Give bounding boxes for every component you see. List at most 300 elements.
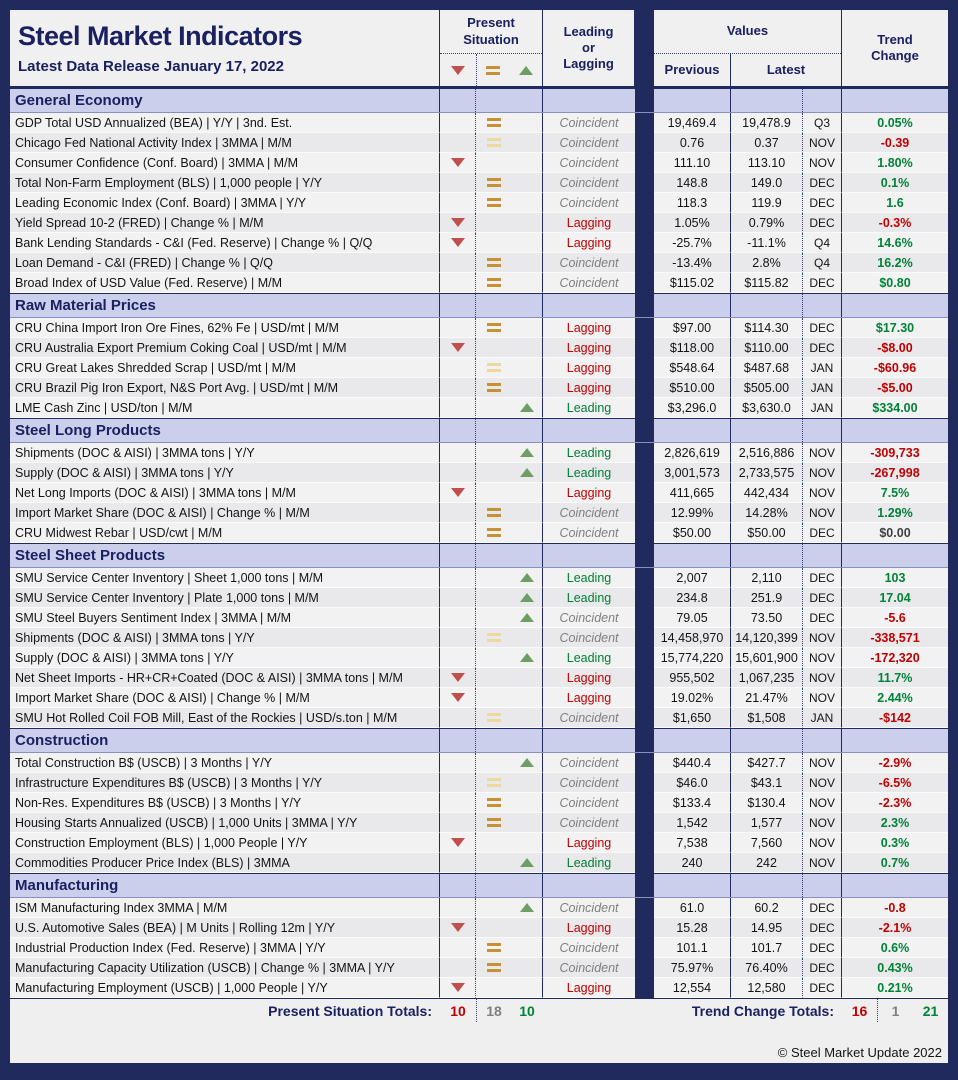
- trend-change-cell: [842, 753, 948, 773]
- previous-value-cell: [654, 648, 731, 668]
- trend-change-value: -0.3%: [878, 215, 912, 230]
- equals-icon: [487, 798, 501, 807]
- section-cell: [842, 419, 948, 442]
- period-label: NOV: [808, 155, 835, 170]
- latest-value-cell: [731, 753, 803, 773]
- situation-up-cell: [511, 523, 543, 543]
- latest-value-cell: [731, 668, 803, 688]
- previous-value: $548.64: [669, 360, 715, 375]
- latest-value: 149.0: [750, 175, 783, 190]
- previous-value-cell: [654, 958, 731, 978]
- trend-change-value: -$60.96: [873, 360, 917, 375]
- previous-value: $3,296.0: [667, 400, 717, 415]
- indicator-cell: [10, 253, 440, 273]
- trend-change-value: 103: [884, 570, 906, 585]
- situation-down-cell: [440, 668, 476, 688]
- section-cell: [654, 729, 731, 752]
- period-label: Q3: [813, 115, 830, 130]
- latest-value: 14.28%: [745, 505, 788, 520]
- indicator-label: Total Construction B$ (USCB) | 3 Months | Y/Y: [15, 755, 273, 770]
- trend-change-cell: [842, 173, 948, 193]
- down-arrow-icon: [451, 238, 465, 247]
- trend-change-value: -$5.00: [877, 380, 913, 395]
- present-totals-down-cell: [440, 999, 476, 1022]
- trend-change-value: 0.3%: [880, 835, 910, 850]
- up-triangle-icon: [520, 758, 534, 767]
- period-label: JAN: [810, 400, 834, 415]
- period-cell: [803, 978, 842, 998]
- trend-change-value: -0.39: [880, 135, 910, 150]
- indicator-cell: [10, 523, 440, 543]
- section-header-row: [10, 293, 948, 318]
- situation-up-cell: [511, 358, 543, 378]
- situation-up-cell: [511, 503, 543, 523]
- trend-change-cell: [842, 978, 948, 998]
- indicator-cell: [10, 153, 440, 173]
- trend-change-cell: [842, 958, 948, 978]
- row-divider-bar: [635, 213, 654, 233]
- trend-change-value: $0.00: [879, 525, 911, 540]
- indicator-label: Shipments (DOC & AISI) | 3MMA tons | Y/Y: [15, 630, 255, 645]
- status-label: Coincident: [559, 755, 619, 770]
- situation-down-cell: [440, 503, 476, 523]
- trend-change-cell: [842, 338, 948, 358]
- situation-neutral-cell: [476, 378, 511, 398]
- equals-icon: [487, 633, 501, 642]
- latest-value-cell: [731, 503, 803, 523]
- situation-up-cell: [511, 113, 543, 133]
- situation-up-cell: [511, 938, 543, 958]
- indicator-cell: [10, 958, 440, 978]
- section-divider-bar: [635, 419, 654, 442]
- situation-down-cell: [440, 153, 476, 173]
- period-cell: [803, 668, 842, 688]
- previous-value: 118.3: [676, 195, 708, 210]
- latest-value-cell: [731, 153, 803, 173]
- latest-value-cell: [731, 608, 803, 628]
- up-triangle-icon: [520, 653, 534, 662]
- legend-down-cell: [440, 54, 476, 86]
- indicator-row: [10, 898, 948, 918]
- trend-change-value: -6.5%: [878, 775, 912, 790]
- situation-down-cell: [440, 523, 476, 543]
- trend-change-cell: [842, 113, 948, 133]
- situation-down-cell: [440, 978, 476, 998]
- status-label: Leading: [566, 400, 612, 415]
- indicator-cell: [10, 813, 440, 833]
- indicator-cell: [10, 773, 440, 793]
- status-cell: [543, 358, 635, 378]
- indicator-row: [10, 523, 948, 543]
- status-label: Coincident: [559, 630, 619, 645]
- trend-change-cell: [842, 688, 948, 708]
- situation-up-cell: [511, 273, 543, 293]
- down-arrow-icon: [451, 983, 465, 992]
- status-cell: [543, 688, 635, 708]
- previous-value-cell: [654, 853, 731, 873]
- previous-value-cell: [654, 483, 731, 503]
- indicator-cell: [10, 378, 440, 398]
- section-cell: [654, 544, 731, 567]
- situation-down-cell: [440, 898, 476, 918]
- indicator-row: [10, 918, 948, 938]
- trend-change-cell: [842, 853, 948, 873]
- trend-change-cell: [842, 318, 948, 338]
- status-cell: [543, 443, 635, 463]
- previous-value-cell: [654, 463, 731, 483]
- trend-change-value: 16.2%: [877, 255, 913, 270]
- previous-value: 15.28: [676, 920, 708, 935]
- indicator-label: Import Market Share (DOC & AISI) | Change % | M/M: [15, 690, 310, 705]
- row-divider-bar: [635, 378, 654, 398]
- period-label: DEC: [809, 215, 835, 230]
- trend-change-cell: [842, 938, 948, 958]
- latest-value: $115.82: [744, 275, 789, 290]
- situation-down-cell: [440, 443, 476, 463]
- indicator-row: [10, 358, 948, 378]
- status-label: Coincident: [559, 960, 619, 975]
- copyright-text: © Steel Market Update 2022: [777, 1045, 942, 1060]
- period-label: NOV: [808, 445, 835, 460]
- previous-value-cell: [654, 938, 731, 958]
- indicator-row: [10, 338, 948, 358]
- previous-value: 7,538: [676, 835, 708, 850]
- previous-value: 111.10: [673, 155, 711, 170]
- situation-neutral-cell: [476, 173, 511, 193]
- trend-total-positive-cell: [913, 999, 948, 1022]
- status-cell: [543, 193, 635, 213]
- situation-up-cell: [511, 173, 543, 193]
- trend-change-value: 2.44%: [877, 690, 913, 705]
- latest-value: $130.4: [747, 795, 786, 810]
- column-header-trend-change: Trend Change: [871, 31, 919, 63]
- period-label: NOV: [808, 775, 835, 790]
- situation-down-cell: [440, 918, 476, 938]
- section-title-text: General Economy: [15, 92, 143, 109]
- status-cell: [543, 628, 635, 648]
- situation-neutral-cell: [476, 133, 511, 153]
- previous-value: 955,502: [669, 670, 715, 685]
- row-divider-bar: [635, 938, 654, 958]
- status-cell: [543, 233, 635, 253]
- trend-total-positive: 21: [922, 1002, 939, 1019]
- section-divider-bar: [635, 89, 654, 112]
- indicator-cell: [10, 608, 440, 628]
- trend-total-zero: 1: [891, 1002, 900, 1019]
- period-label: NOV: [808, 465, 835, 480]
- trend-change-value: 0.7%: [880, 855, 910, 870]
- indicator-row: [10, 253, 948, 273]
- down-arrow-icon: [451, 923, 465, 932]
- status-label: Coincident: [559, 195, 619, 210]
- latest-value-cell: [731, 898, 803, 918]
- indicator-label: SMU Service Center Inventory | Sheet 1,000 tons | M/M: [15, 570, 324, 585]
- row-divider-bar: [635, 628, 654, 648]
- latest-value-cell: [731, 253, 803, 273]
- trend-change-cell: [842, 378, 948, 398]
- indicator-label: CRU Great Lakes Shredded Scrap | USD/mt | M/M: [15, 360, 296, 375]
- row-divider-bar: [635, 398, 654, 418]
- indicator-cell: [10, 133, 440, 153]
- previous-value: $50.00: [672, 525, 712, 540]
- trend-change-cell: [842, 898, 948, 918]
- footer: [10, 1022, 948, 1063]
- previous-value: -13.4%: [672, 255, 712, 270]
- status-label: Lagging: [566, 380, 612, 395]
- row-divider-bar: [635, 483, 654, 503]
- status-cell: [543, 978, 635, 998]
- latest-value-cell: [731, 588, 803, 608]
- section-cell: [803, 419, 842, 442]
- situation-down-cell: [440, 753, 476, 773]
- status-cell: [543, 133, 635, 153]
- status-cell: [543, 338, 635, 358]
- situation-up-cell: [511, 648, 543, 668]
- present-totals-up-cell: [511, 999, 543, 1022]
- situation-neutral-cell: [476, 688, 511, 708]
- latest-value: 2,516,886: [738, 445, 795, 460]
- status-label: Coincident: [559, 115, 619, 130]
- situation-up-cell: [511, 233, 543, 253]
- equals-icon: [487, 178, 501, 187]
- section-cell: [476, 729, 511, 752]
- previous-value: 411,665: [669, 485, 715, 500]
- row-divider-bar: [635, 338, 654, 358]
- section-cell: [731, 729, 803, 752]
- indicator-label: LME Cash Zinc | USD/ton | M/M: [15, 400, 193, 415]
- status-label: Lagging: [566, 920, 612, 935]
- latest-value: 0.79%: [748, 215, 785, 230]
- equals-icon: [486, 66, 500, 75]
- situation-up-cell: [511, 253, 543, 273]
- period-label: DEC: [809, 610, 835, 625]
- trend-change-cell: [842, 773, 948, 793]
- previous-value-cell: [654, 568, 731, 588]
- up-triangle-icon: [520, 448, 534, 457]
- latest-value: 19,478.9: [742, 115, 791, 130]
- section-cell: [440, 294, 476, 317]
- status-cell: [543, 253, 635, 273]
- latest-value-cell: [731, 978, 803, 998]
- previous-value: $510.00: [669, 380, 715, 395]
- status-label: Lagging: [566, 340, 612, 355]
- latest-value: 14.95: [750, 920, 783, 935]
- situation-neutral-cell: [476, 833, 511, 853]
- trend-change-value: -2.3%: [878, 795, 912, 810]
- status-cell: [543, 318, 635, 338]
- period-label: DEC: [809, 525, 835, 540]
- situation-up-cell: [511, 398, 543, 418]
- previous-value-cell: [654, 173, 731, 193]
- latest-value: 76.40%: [745, 960, 788, 975]
- column-header-leading-lagging: Leading or Lagging: [543, 10, 635, 86]
- up-triangle-icon: [520, 573, 534, 582]
- situation-neutral-cell: [476, 113, 511, 133]
- indicator-row: [10, 648, 948, 668]
- period-label: NOV: [808, 835, 835, 850]
- section-cell: [476, 544, 511, 567]
- trend-change-value: 14.6%: [877, 235, 913, 250]
- previous-value: 148.8: [676, 175, 708, 190]
- trend-change-value: 0.21%: [877, 980, 913, 995]
- period-cell: [803, 938, 842, 958]
- row-divider-bar: [635, 918, 654, 938]
- status-label: Lagging: [566, 690, 612, 705]
- previous-value: 19.02%: [670, 690, 714, 705]
- section-cell: [654, 294, 731, 317]
- situation-down-cell: [440, 113, 476, 133]
- indicator-cell: [10, 358, 440, 378]
- trend-change-cell: [842, 213, 948, 233]
- status-label: Coincident: [559, 505, 619, 520]
- section-cell: [511, 419, 543, 442]
- period-cell: [803, 523, 842, 543]
- status-cell: [543, 398, 635, 418]
- status-label: Coincident: [559, 135, 619, 150]
- indicator-label: Supply (DOC & AISI) | 3MMA tons | Y/Y: [15, 650, 234, 665]
- indicator-cell: [10, 648, 440, 668]
- trend-change-value: 0.1%: [880, 175, 910, 190]
- section-cell: [543, 729, 635, 752]
- previous-value-cell: [654, 688, 731, 708]
- trend-change-value: -0.8: [884, 900, 906, 915]
- period-cell: [803, 608, 842, 628]
- row-divider-bar: [635, 588, 654, 608]
- indicator-label: SMU Steel Buyers Sentiment Index | 3MMA | M/M: [15, 610, 292, 625]
- status-cell: [543, 378, 635, 398]
- latest-value-cell: [731, 338, 803, 358]
- indicator-row: [10, 463, 948, 483]
- indicator-label: Infrastructure Expenditures B$ (USCB) | 3 Months | Y/Y: [15, 775, 323, 790]
- trend-change-value: -2.9%: [878, 755, 912, 770]
- latest-value: 0.37: [754, 135, 779, 150]
- trend-change-cell: [842, 358, 948, 378]
- period-cell: [803, 958, 842, 978]
- trend-change-value: -$142: [879, 710, 911, 725]
- latest-value: $110.00: [744, 340, 789, 355]
- indicator-cell: [10, 938, 440, 958]
- trend-change-value: -5.6: [884, 610, 906, 625]
- row-divider-bar: [635, 648, 654, 668]
- situation-down-cell: [440, 318, 476, 338]
- trend-change-value: $0.80: [879, 275, 911, 290]
- previous-value-cell: [654, 213, 731, 233]
- section-divider-bar: [635, 294, 654, 317]
- previous-value-cell: [654, 378, 731, 398]
- section-cell: [476, 874, 511, 897]
- period-label: DEC: [809, 920, 835, 935]
- situation-neutral-cell: [476, 668, 511, 688]
- section-cell: [511, 89, 543, 112]
- period-cell: [803, 483, 842, 503]
- status-cell: [543, 793, 635, 813]
- situation-neutral-cell: [476, 318, 511, 338]
- indicator-cell: [10, 688, 440, 708]
- status-label: Coincident: [559, 275, 619, 290]
- indicator-cell: [10, 233, 440, 253]
- indicator-cell: [10, 463, 440, 483]
- values-label: Values: [726, 23, 769, 39]
- indicator-row: [10, 273, 948, 293]
- period-cell: [803, 173, 842, 193]
- indicator-row: [10, 193, 948, 213]
- period-cell: [803, 503, 842, 523]
- trend-change-cell: [842, 233, 948, 253]
- situation-down-cell: [440, 853, 476, 873]
- situation-neutral-cell: [476, 568, 511, 588]
- table-header: [10, 10, 948, 88]
- section-rows: [10, 753, 948, 873]
- indicator-row: [10, 773, 948, 793]
- previous-value: 234.8: [676, 590, 708, 605]
- situation-up-cell: [511, 793, 543, 813]
- situation-up-cell: [511, 378, 543, 398]
- status-label: Lagging: [566, 320, 612, 335]
- latest-value: 12,580: [747, 980, 786, 995]
- trend-change-cell: [842, 628, 948, 648]
- indicator-cell: [10, 588, 440, 608]
- indicator-label: ISM Manufacturing Index 3MMA | M/M: [15, 900, 228, 915]
- trend-change-value: 1.6: [886, 195, 904, 210]
- down-arrow-icon: [451, 673, 465, 682]
- previous-value: $115.02: [669, 275, 715, 290]
- period-cell: [803, 193, 842, 213]
- page-subtitle: Latest Data Release January 17, 2022: [18, 58, 284, 75]
- situation-down-cell: [440, 398, 476, 418]
- column-header-present-situation: [440, 10, 543, 86]
- situation-neutral-cell: [476, 938, 511, 958]
- down-arrow-icon: [451, 158, 465, 167]
- status-cell: [543, 463, 635, 483]
- period-label: NOV: [808, 755, 835, 770]
- indicator-cell: [10, 668, 440, 688]
- trend-change-value: 17.04: [879, 590, 911, 605]
- section-title: [10, 294, 440, 317]
- section-cell: [731, 89, 803, 112]
- indicator-cell: [10, 318, 440, 338]
- legend-up-cell: [510, 54, 542, 86]
- trend-change-value: -2.1%: [878, 920, 912, 935]
- situation-down-cell: [440, 173, 476, 193]
- equals-icon: [487, 943, 501, 952]
- period-label: NOV: [808, 485, 835, 500]
- title-block: [10, 10, 440, 86]
- section-cell: [731, 544, 803, 567]
- status-cell: [543, 753, 635, 773]
- section-rows: [10, 443, 948, 543]
- indicator-row: [10, 398, 948, 418]
- section-header-row: [10, 543, 948, 568]
- trend-change-cell: [842, 668, 948, 688]
- indicator-cell: [10, 213, 440, 233]
- equals-icon: [487, 508, 501, 517]
- situation-down-cell: [440, 213, 476, 233]
- section-cell: [654, 419, 731, 442]
- row-divider-bar: [635, 668, 654, 688]
- section-header-row: [10, 873, 948, 898]
- previous-value: 3,001,573: [664, 465, 720, 480]
- previous-value-cell: [654, 338, 731, 358]
- section-title-text: Construction: [15, 732, 109, 749]
- row-divider-bar: [635, 853, 654, 873]
- trend-change-value: -172,320: [870, 650, 920, 665]
- trend-change-totals-label: Trend Change Totals:: [691, 1002, 834, 1019]
- situation-down-cell: [440, 708, 476, 728]
- previous-value: $118.00: [669, 340, 715, 355]
- section-divider-bar: [635, 874, 654, 897]
- period-cell: [803, 253, 842, 273]
- latest-value-cell: [731, 523, 803, 543]
